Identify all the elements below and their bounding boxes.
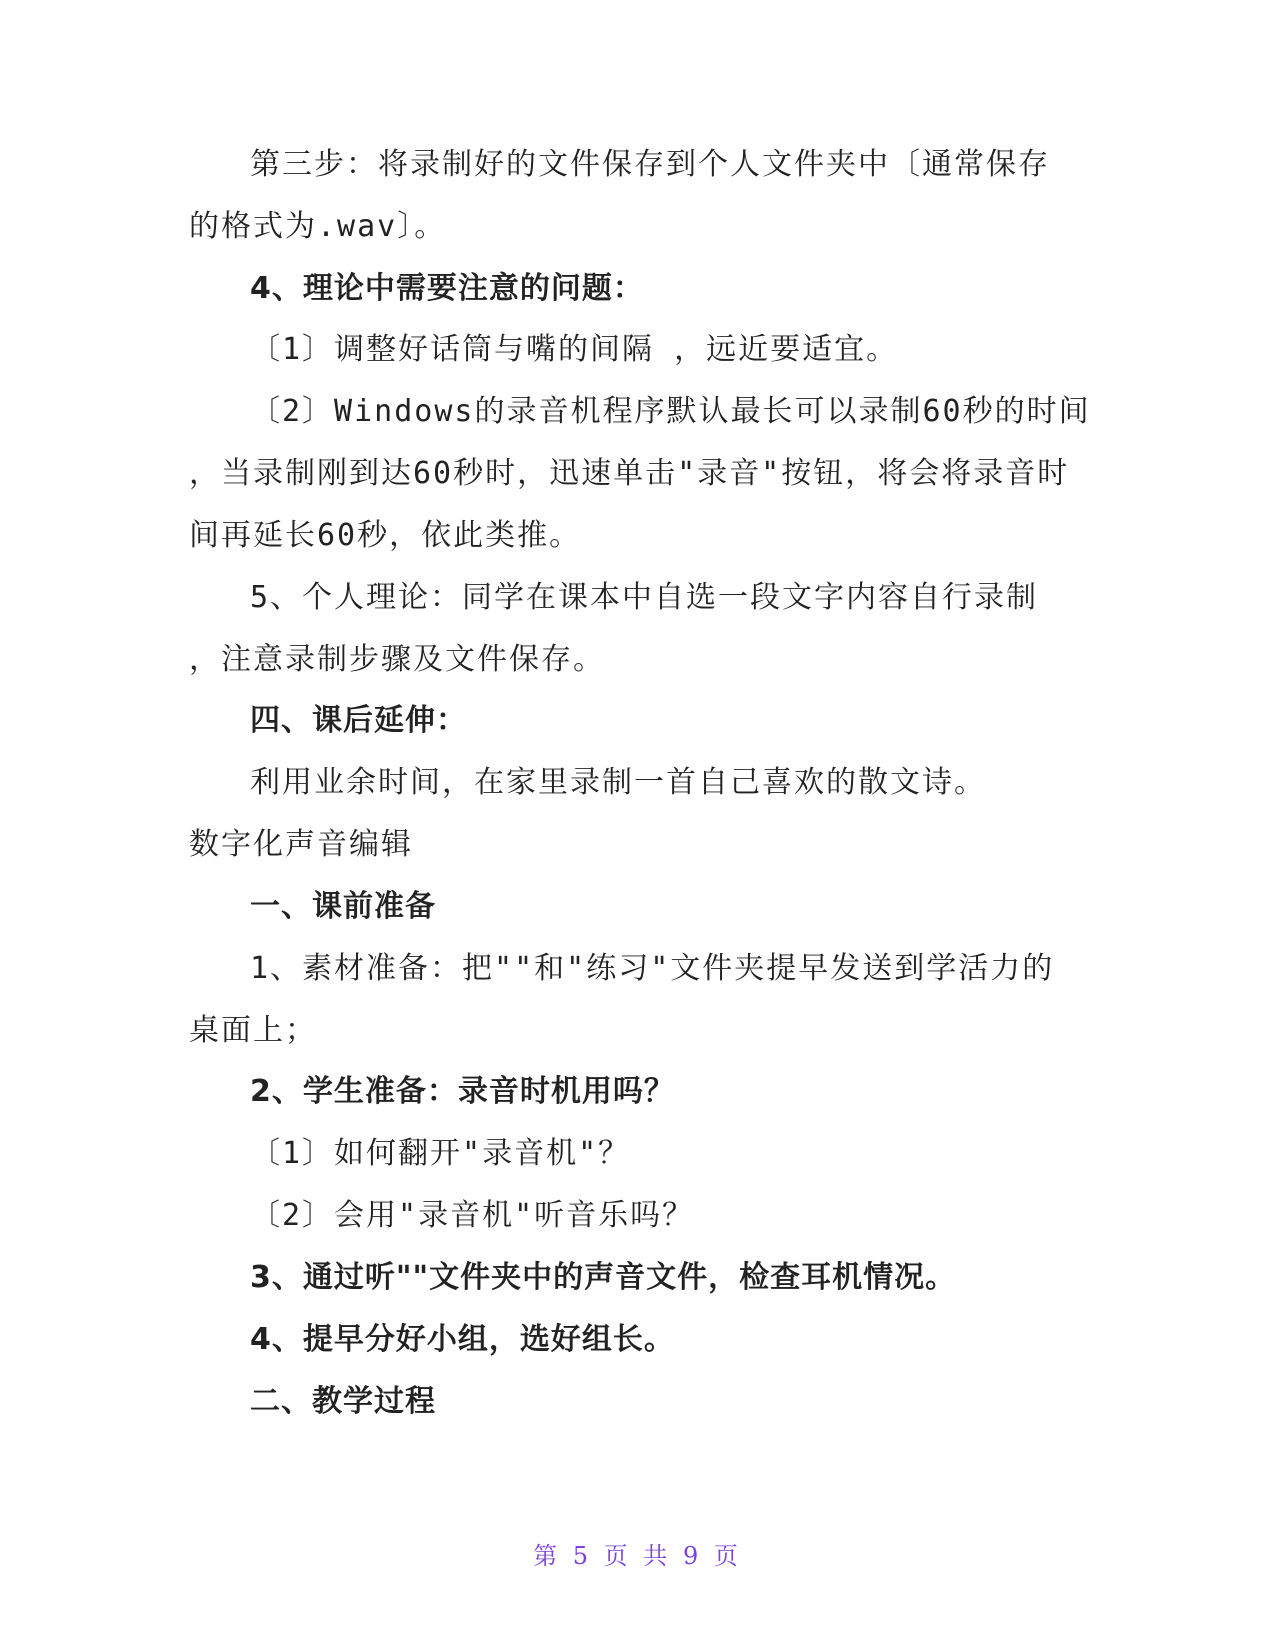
text-line: 1、素材准备：把""和"练习"文件夹提早发送到学活力的 [250, 951, 1055, 986]
document-title: 数字化声音编辑 [189, 827, 413, 862]
text-line: ，注意录制步骤及文件保存。 [189, 642, 605, 677]
text-line: 5、个人理论：同学在课本中自选一段文字内容自行录制 [250, 580, 1039, 615]
text-line: 间再延长60秒，依此类推。 [189, 518, 582, 553]
text-line: 〔1〕调整好话筒与嘴的间隔 ，远近要适宜。 [250, 332, 899, 367]
section-heading: 3、通过听""文件夹中的声音文件，检查耳机情况。 [250, 1260, 957, 1295]
page-footer: 第 5 页 共 9 页 [533, 1542, 742, 1570]
text-line: 〔2〕会用"录音机"听音乐吗？ [250, 1198, 695, 1233]
section-heading: 4、理论中需要注意的问题： [250, 271, 644, 306]
section-heading: 4、提早分好小组，选好组长。 [250, 1322, 675, 1357]
text-line: 的格式为.wav〕。 [189, 209, 447, 244]
section-heading: 2、学生准备：录音时机用吗？ [250, 1074, 675, 1109]
section-heading: 一、课前准备 [250, 889, 436, 924]
text-line: 利用业余时间，在家里录制一首自己喜欢的散文诗。 [250, 765, 986, 800]
text-line: 〔1〕如何翻开"录音机"？ [250, 1136, 631, 1171]
text-line: 第三步：将录制好的文件保存到个人文件夹中〔通常保存 [250, 147, 1050, 182]
section-heading: 二、教学过程 [250, 1384, 436, 1419]
text-line: 〔2〕Windows的录音机程序默认最长可以录制60秒的时间 [250, 394, 1091, 429]
text-line: 桌面上； [189, 1013, 317, 1048]
text-line: ，当录制刚到达60秒时，迅速单击"录音"按钮，将会将录音时 [189, 456, 1070, 491]
section-heading: 四、课后延伸： [250, 703, 467, 738]
